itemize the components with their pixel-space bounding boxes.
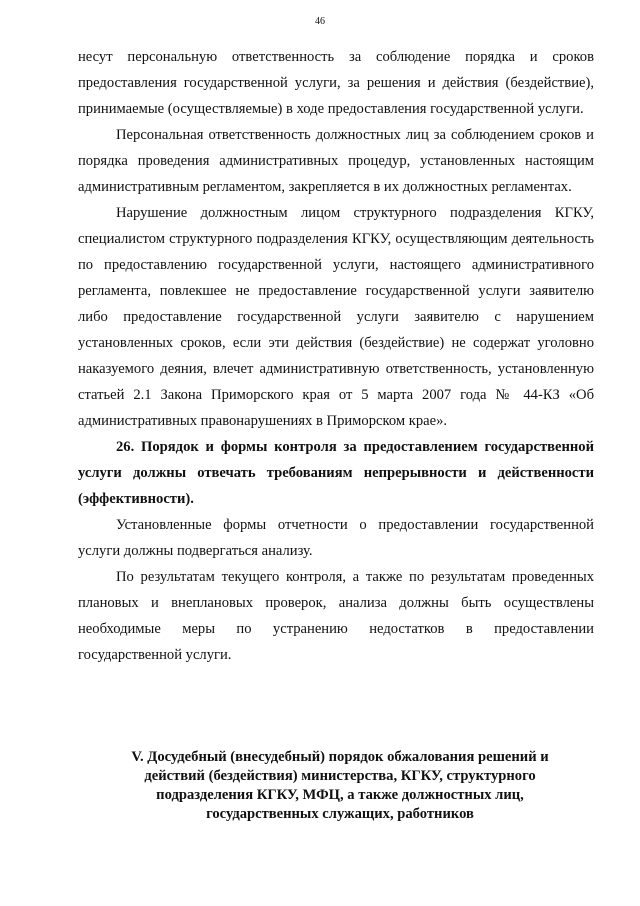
document-body	[78, 44, 594, 668]
paragraph-responsibility-continuation: несут персональную ответственность за соблюдение порядка и сроков предоставления государственной услуги, за решения и действия (бездействие), принимаемые (осуществляемые) в ходе предоставления государственной услуги.	[78, 49, 594, 117]
paragraph-control-results: По результатам текущего контроля, а также по результатам проведенных плановых и внеплановых проверок, анализа должны быть осуществлены необходимые меры по устранению недостатков в предоставлении государственной услуги.	[78, 569, 594, 663]
page-number: 46	[315, 16, 325, 27]
section-v-heading: V. Досудебный (внесудебный) порядок обжалования решений и действий (бездействия) министерства, КГКУ, структурного подразделения КГКУ, МФЦ, а также должностных лиц, государственных служащих, работников	[131, 749, 549, 822]
paragraph-section-26-heading: 26. Порядок и формы контроля за предоставлением государственной услуги должны отвечать требованиям непрерывности и действенности (эффективности).	[78, 439, 594, 507]
paragraph-reporting-forms: Установленные формы отчетности о предоставлении государственной услуги должны подвергаться анализу.	[78, 517, 594, 559]
paragraph-personal-responsibility: Персональная ответственность должностных лиц за соблюдением сроков и порядка проведения административных процедур, установленных настоящим административным регламентом, закрепляется в их должностных регламентах.	[78, 127, 594, 195]
paragraph-violation: Нарушение должностным лицом структурного подразделения КГКУ, специалистом структурного подразделения КГКУ, осуществляющим деятельность по предоставлению государственной услуги, настоящего административного регламента, повлекшее не предоставление государственной услуги заявителю либо предоставление государственной услуги заявителю с нарушением установленных сроков, если эти действия (бездействие) не содержат уголовно наказуемого деяния, влечет административную ответственность, установленную статьей 2.1 Закона Приморского края от 5 марта 2007 года № 44-КЗ «Об административных правонарушениях в Приморском крае».	[78, 205, 594, 429]
